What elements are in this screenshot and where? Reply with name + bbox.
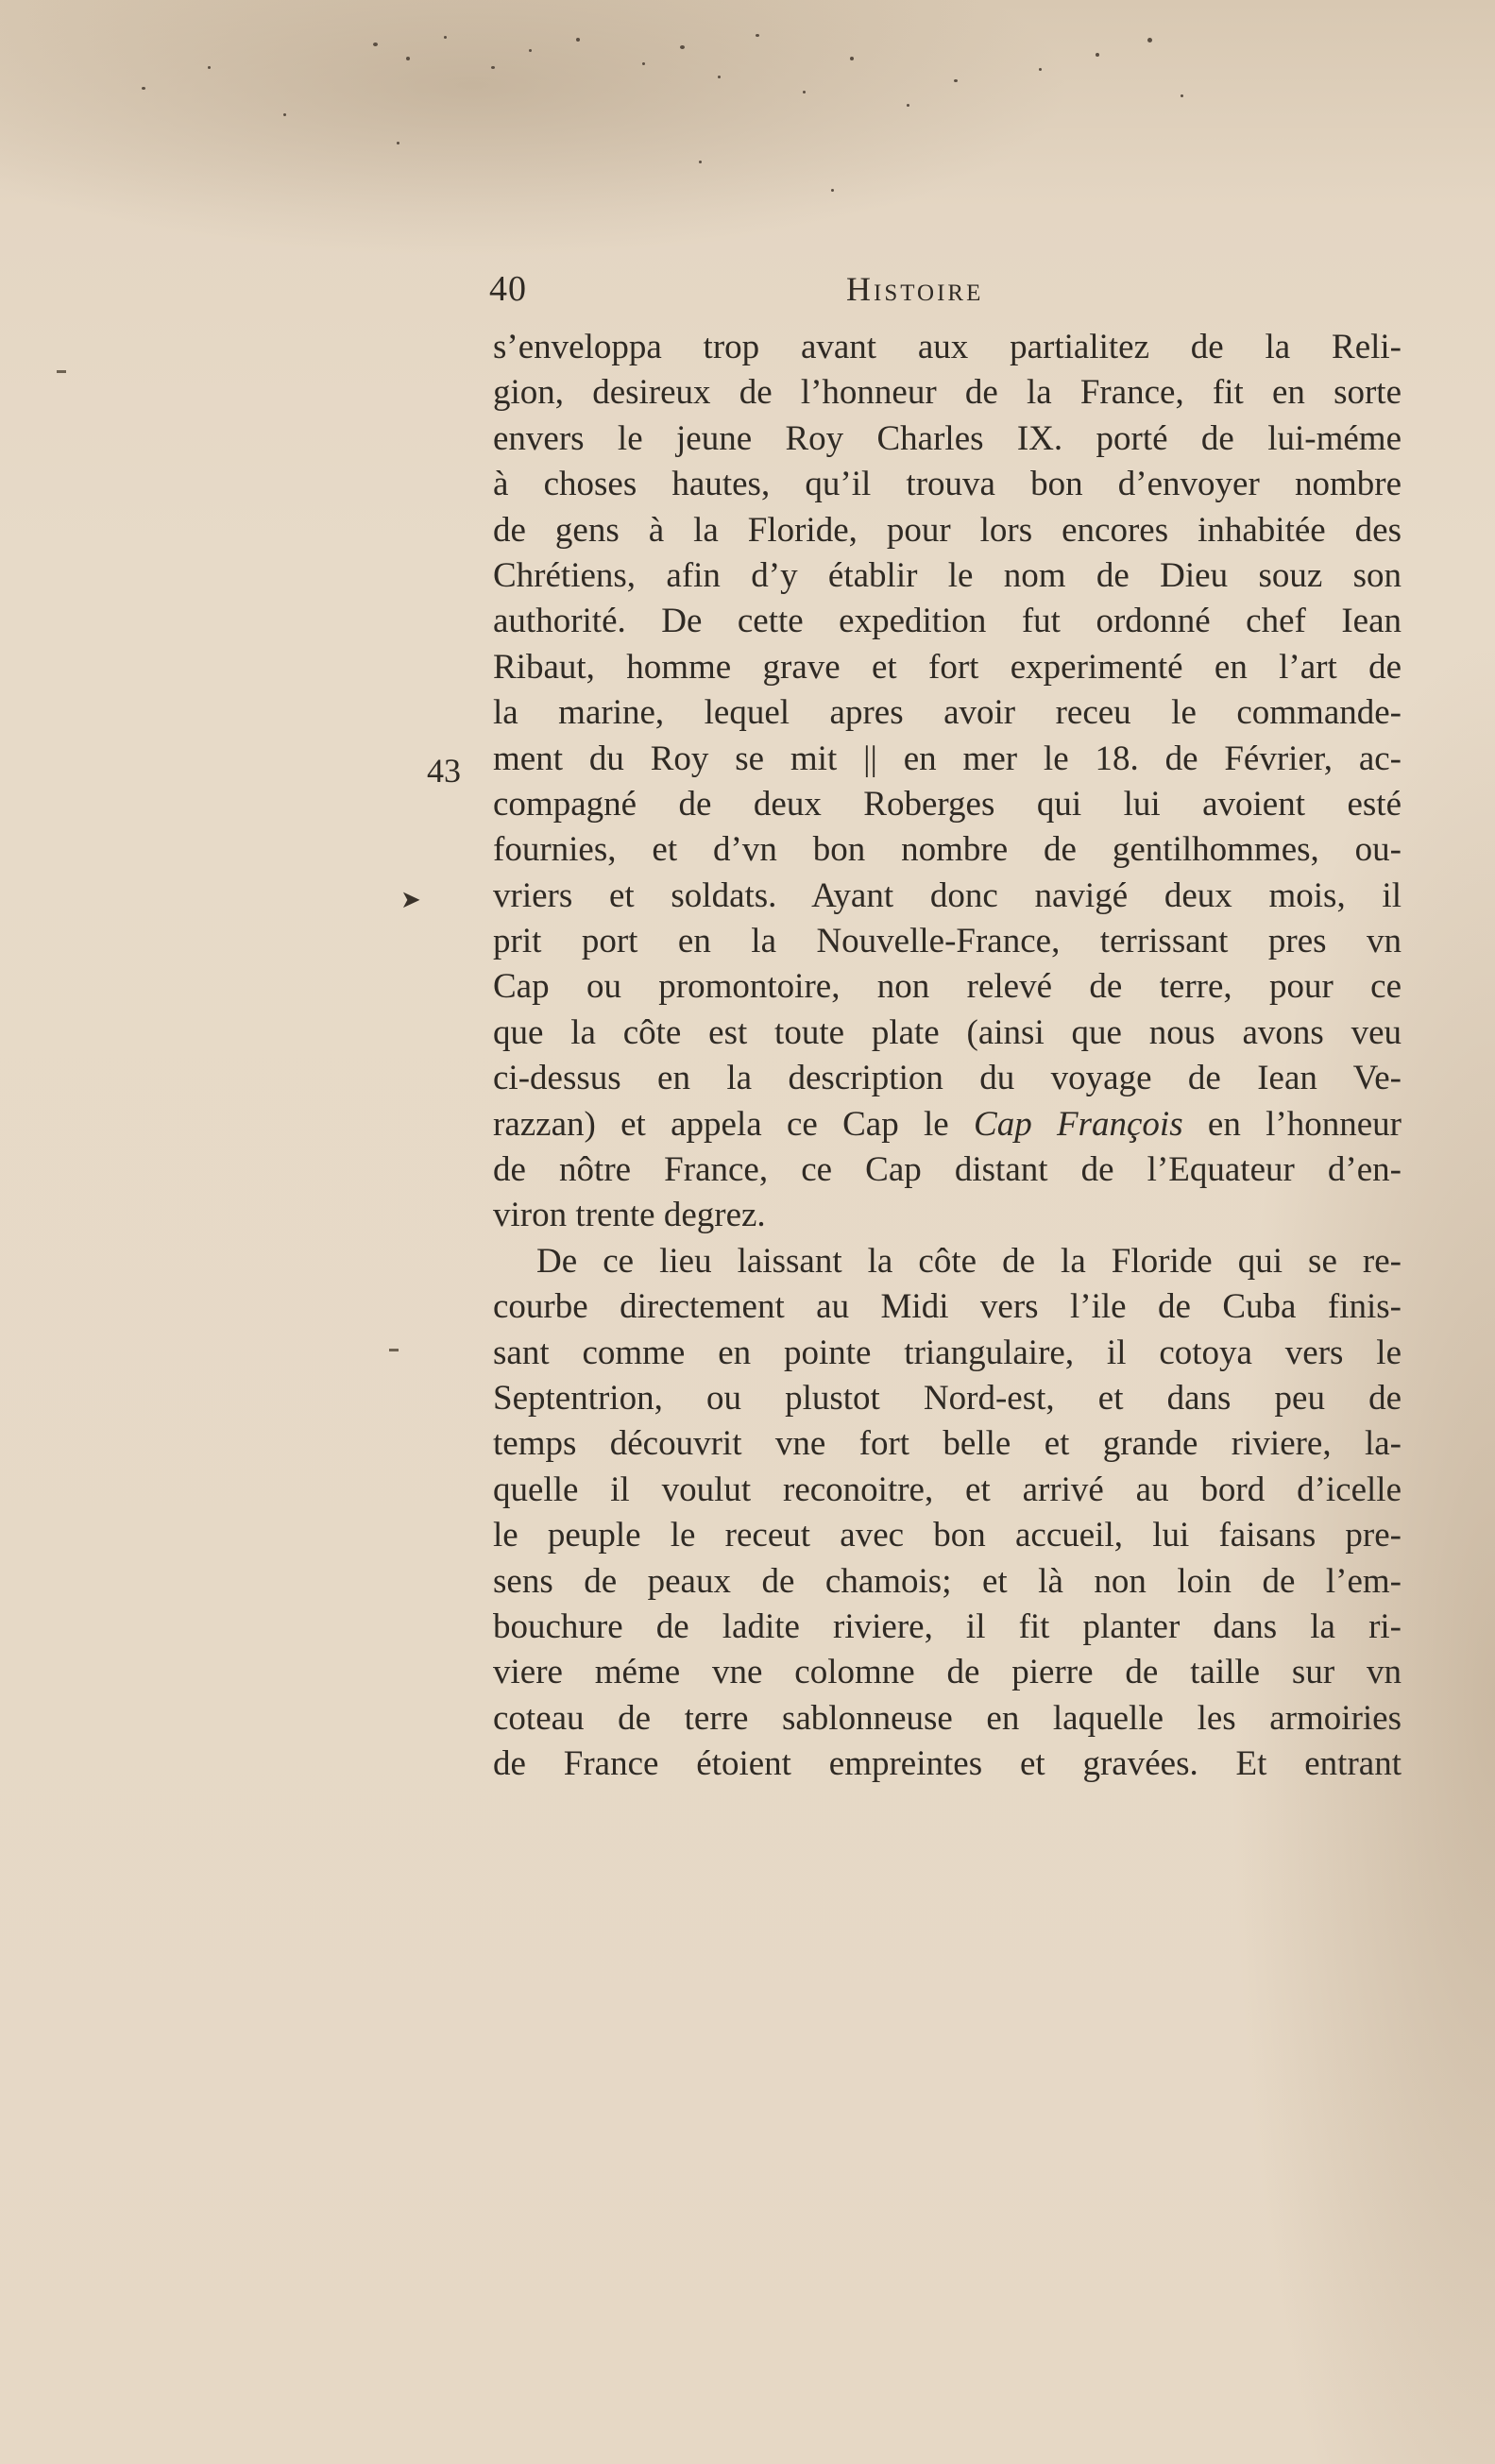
running-title: Histoire: [846, 270, 984, 308]
text-line: à choses hautes, qu’il trouva bon d’envoyer nombre: [493, 465, 1402, 504]
text-line: Chrétiens, afin d’y établir le nom de Dieu souz son: [493, 555, 1402, 595]
text-line: compagné de deux Roberges qui lui avoient esté: [493, 784, 1402, 824]
text-line: prit port en la Nouvelle-France, terrissant pres vn: [493, 922, 1402, 961]
text-line: ment du Roy se mit || en mer le 18. de Février, ac-: [493, 739, 1402, 778]
text-line: viron trente degrez.: [493, 1196, 766, 1235]
text-line: sens de peaux de chamois; et là non loin de l’em-: [493, 1561, 1402, 1601]
running-head: [489, 267, 1396, 311]
page-number: 40: [489, 269, 527, 309]
text-line: le peuple le receut avec bon accueil, lui faisans pre-: [493, 1516, 1402, 1555]
text-line: de France étoient empreintes et gravées. Et entrant: [493, 1744, 1402, 1784]
text-line: gion, desireux de l’honneur de la France, fit en sorte: [493, 373, 1402, 413]
text-line: temps découvrit vne fort belle et grande riviere, la-: [493, 1424, 1402, 1464]
body-text: [493, 325, 1402, 1788]
text-line: bouchure de ladite riviere, il fit planter dans la ri-: [493, 1606, 1402, 1646]
text-line: ci-dessus en la description du voyage de Iean Ve-: [493, 1059, 1402, 1098]
text-line: De ce lieu laissant la côte de la Floride qui se re-: [536, 1241, 1402, 1281]
text-line: fournies, et d’vn bon nombre de gentilhommes, ou-: [493, 830, 1402, 870]
text-line: quelle il voulut reconoitre, et arrivé au bord d’icelle: [493, 1470, 1402, 1509]
text-line: de gens à la Floride, pour lors encores inhabitée des: [493, 510, 1402, 550]
text-line: vriers et soldats. Ayant donc navigé deux mois, il: [493, 875, 1402, 915]
margin-folio-number: 43: [427, 752, 461, 790]
margin-dash-mark: [389, 1349, 399, 1351]
margin-arrow-icon: ➤: [400, 886, 421, 913]
text-line: Ribaut, homme grave et fort experimenté en l’art de: [493, 647, 1402, 687]
text-line: sant comme en pointe triangulaire, il cotoya vers le: [493, 1333, 1402, 1372]
text-line: authorité. De cette expedition fut ordonné chef Iean: [493, 602, 1402, 641]
text-line: courbe directement au Midi vers l’ile de Cuba finis-: [493, 1287, 1402, 1327]
text-line: coteau de terre sablonneuse en laquelle les armoiries: [493, 1698, 1402, 1738]
text-line-italic-cap: razzan) et appela ce Cap le Cap François en l’honneur: [493, 1104, 1402, 1144]
text-line: envers le jeune Roy Charles IX. porté de lui-méme: [493, 418, 1402, 458]
margin-dash-mark: [57, 370, 66, 373]
text-line: Septentrion, ou plustot Nord-est, et dans peu de: [493, 1378, 1402, 1418]
text-line: Cap ou promontoire, non relevé de terre, pour ce: [493, 967, 1402, 1007]
text-line: de nôtre France, ce Cap distant de l’Equateur d’en-: [493, 1150, 1402, 1190]
text-line: que la côte est toute plate (ainsi que nous avons veu: [493, 1012, 1402, 1052]
text-line: viere méme vne colomne de pierre de taille sur vn: [493, 1653, 1402, 1692]
text-line: la marine, lequel apres avoir receu le commande-: [493, 693, 1402, 733]
text-line: s’enveloppa trop avant aux partialitez de la Reli-: [493, 328, 1402, 366]
